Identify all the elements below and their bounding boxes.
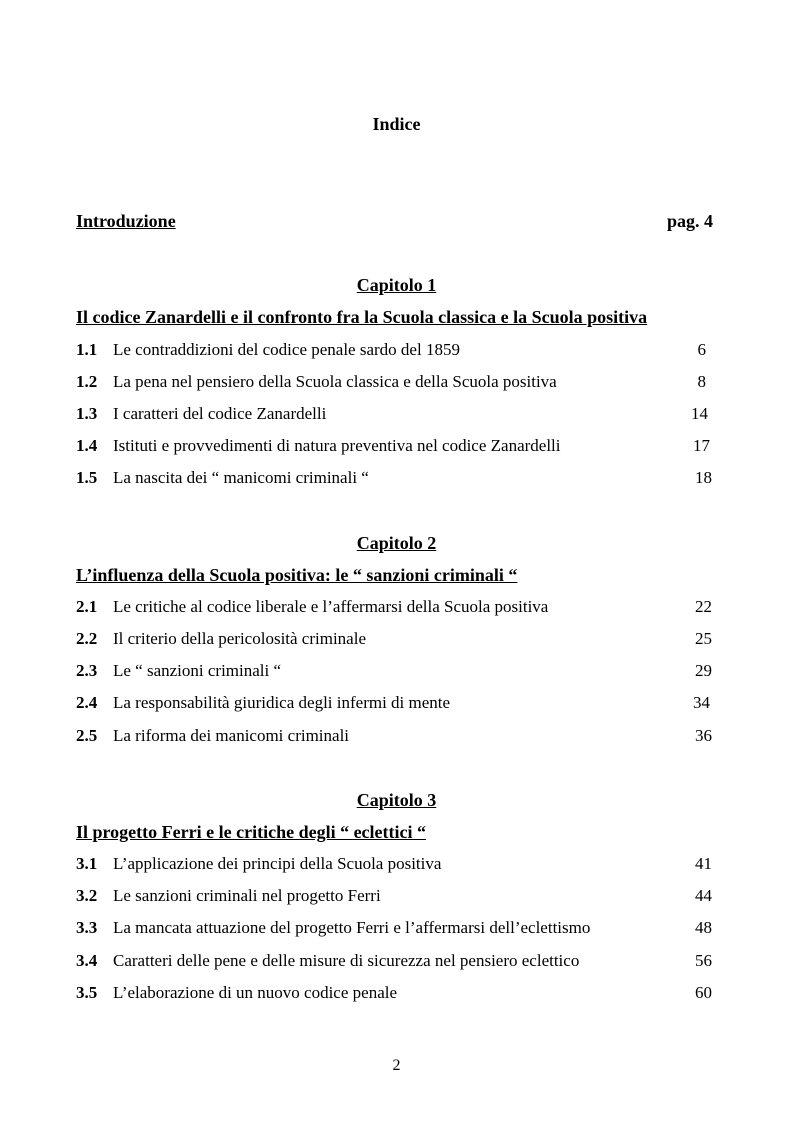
toc-entry [76,951,712,975]
entry-title: Caratteri delle pene e delle misure di sicurezza nel pensiero eclettico [113,951,580,970]
entry-page: 48 [695,918,712,937]
page-title: Indice [372,114,421,134]
entry-number: 1.4 [76,436,98,455]
entry-number: 1.1 [76,340,98,359]
entry-page: 44 [695,886,712,905]
entry-title: Le critiche al codice liberale e l’affermarsi della Scuola positiva [113,597,549,616]
entry-page: 22 [695,597,712,616]
chapter-1-heading: Capitolo 1 [356,275,437,295]
entry-page: 56 [695,951,712,970]
entry-number: 2.4 [76,693,98,712]
intro-label: Introduzione [76,211,176,231]
toc-entry [76,468,712,492]
entry-title: I caratteri del codice Zanardelli [113,404,327,423]
page-number: 2 [392,1057,401,1074]
toc-entry [76,886,712,910]
toc-entry [76,597,712,621]
toc-entry [76,661,712,685]
chapter-1-subtitle: Il codice Zanardelli e il confronto fra la Scuola classica e la Scuola positiva [76,307,648,327]
entry-title: La mancata attuazione del progetto Ferri e l’affermarsi dell’eclettismo [113,918,591,937]
entry-title: Istituti e provvedimenti di natura preventiva nel codice Zanardelli [113,436,561,455]
intro-row [76,211,713,235]
entry-number: 1.2 [76,372,98,391]
toc-entry [76,436,712,460]
entry-number: 3.2 [76,886,98,905]
entry-number: 3.5 [76,983,98,1002]
entry-page: 17 [693,436,710,455]
chapter-3-subtitle: Il progetto Ferri e le critiche degli “ eclettici “ [76,822,427,842]
toc-entry [76,918,712,942]
entry-number: 3.1 [76,854,98,873]
entry-page: 18 [695,468,712,487]
entry-number: 3.3 [76,918,98,937]
entry-number: 2.5 [76,726,98,745]
entry-page: 29 [695,661,712,680]
entry-number: 2.3 [76,661,98,680]
toc-entry [76,372,712,396]
entry-title: Le sanzioni criminali nel progetto Ferri [113,886,381,905]
entry-number: 2.1 [76,597,98,616]
entry-number: 2.2 [76,629,98,648]
entry-title: Il criterio della pericolosità criminale [113,629,366,648]
entry-number: 3.4 [76,951,98,970]
entry-title: La nascita dei “ manicomi criminali “ [113,468,369,487]
entry-page: 14 [691,404,708,423]
entry-number: 1.3 [76,404,98,423]
toc-entry [76,629,712,653]
chapter-2-heading: Capitolo 2 [356,533,437,553]
entry-title: L’elaborazione di un nuovo codice penale [113,983,398,1002]
entry-page: 6 [697,340,706,359]
entry-page: 60 [695,983,712,1002]
entry-title: L’applicazione dei principi della Scuola positiva [113,854,442,873]
chapter-2-subtitle: L’influenza della Scuola positiva: le “ sanzioni criminali “ [76,565,518,585]
toc-entry [76,693,712,717]
entry-page: 25 [695,629,712,648]
chapter-3-heading: Capitolo 3 [356,790,437,810]
entry-number: 1.5 [76,468,98,487]
entry-title: Le contraddizioni del codice penale sardo del 1859 [113,340,460,359]
toc-entry [76,983,712,1007]
entry-title: La responsabilità giuridica degli infermi di mente [113,693,451,712]
entry-title: La pena nel pensiero della Scuola classica e della Scuola positiva [113,372,557,391]
toc-entry [76,340,712,364]
entry-page: 34 [693,693,710,712]
entry-title: Le “ sanzioni criminali “ [113,661,282,680]
intro-page: pag. 4 [666,211,713,231]
toc-entry [76,404,712,428]
entry-page: 41 [695,854,712,873]
toc-entry [76,726,712,750]
entry-page: 36 [695,726,712,745]
toc-entry [76,854,712,878]
entry-page: 8 [697,372,706,391]
entry-title: La riforma dei manicomi criminali [113,726,350,745]
